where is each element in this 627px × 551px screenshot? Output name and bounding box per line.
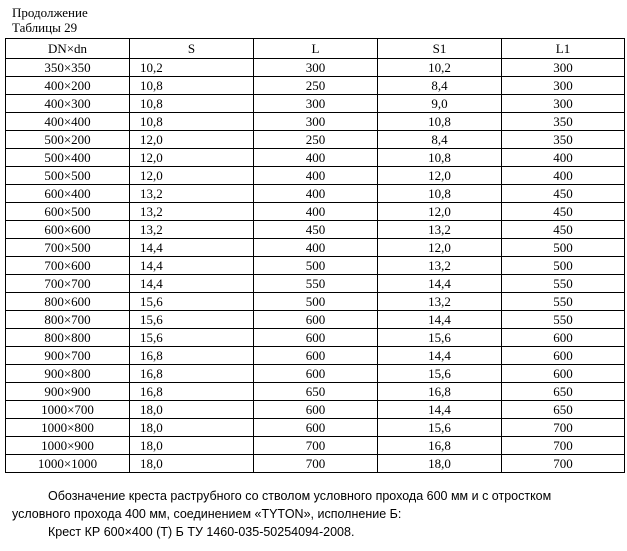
cell-dn-dn: 600×500: [6, 203, 130, 221]
cell-s: 15,6: [130, 293, 254, 311]
table-header-row: [6, 39, 625, 59]
cell-l: 300: [254, 59, 378, 77]
cell-dn-dn: 500×400: [6, 149, 130, 167]
header-l: L: [254, 39, 378, 59]
table-row: [6, 221, 625, 239]
cell-l1: 500: [502, 257, 625, 275]
cell-s: 18,0: [130, 437, 254, 455]
cell-s: 14,4: [130, 239, 254, 257]
cell-s: 13,2: [130, 203, 254, 221]
cell-dn-dn: 350×350: [6, 59, 130, 77]
cell-s1: 9,0: [378, 95, 502, 113]
cell-dn-dn: 1000×800: [6, 419, 130, 437]
table-row: [6, 149, 625, 167]
cell-l: 650: [254, 383, 378, 401]
cell-l1: 700: [502, 437, 625, 455]
cell-l: 600: [254, 419, 378, 437]
cell-s: 12,0: [130, 131, 254, 149]
cell-s: 12,0: [130, 167, 254, 185]
cell-dn-dn: 800×700: [6, 311, 130, 329]
cell-l: 700: [254, 437, 378, 455]
cell-s1: 10,2: [378, 59, 502, 77]
cell-l: 600: [254, 347, 378, 365]
cell-l1: 300: [502, 59, 625, 77]
cell-l1: 350: [502, 113, 625, 131]
cell-l1: 550: [502, 293, 625, 311]
cell-s1: 16,8: [378, 383, 502, 401]
cell-l: 250: [254, 131, 378, 149]
table-row: [6, 455, 625, 473]
cell-s1: 18,0: [378, 455, 502, 473]
cell-dn-dn: 900×900: [6, 383, 130, 401]
cell-dn-dn: 800×600: [6, 293, 130, 311]
cell-s: 10,8: [130, 77, 254, 95]
cell-s: 18,0: [130, 419, 254, 437]
table-row: [6, 437, 625, 455]
cell-l: 400: [254, 239, 378, 257]
table-row: [6, 113, 625, 131]
header-s: S: [130, 39, 254, 59]
table-row: [6, 401, 625, 419]
table-row: [6, 239, 625, 257]
cell-l: 600: [254, 401, 378, 419]
cell-s1: 13,2: [378, 293, 502, 311]
table-row: [6, 203, 625, 221]
cell-s1: 13,2: [378, 221, 502, 239]
cell-s1: 15,6: [378, 329, 502, 347]
cell-l1: 450: [502, 203, 625, 221]
cell-s1: 12,0: [378, 167, 502, 185]
cell-l: 700: [254, 455, 378, 473]
cell-dn-dn: 400×300: [6, 95, 130, 113]
table-row: [6, 419, 625, 437]
cell-s1: 16,8: [378, 437, 502, 455]
cell-s: 16,8: [130, 383, 254, 401]
cell-l1: 700: [502, 455, 625, 473]
cell-l: 600: [254, 329, 378, 347]
cell-dn-dn: 700×700: [6, 275, 130, 293]
table-row: [6, 131, 625, 149]
cell-l: 300: [254, 95, 378, 113]
cell-dn-dn: 900×800: [6, 365, 130, 383]
cell-l: 550: [254, 275, 378, 293]
cell-l1: 350: [502, 131, 625, 149]
cell-l1: 300: [502, 77, 625, 95]
continuation-label: Продолжение: [12, 5, 88, 20]
table-row: [6, 311, 625, 329]
cell-l: 450: [254, 221, 378, 239]
cell-dn-dn: 800×800: [6, 329, 130, 347]
table-row: [6, 95, 625, 113]
table-row: [6, 347, 625, 365]
cell-l1: 400: [502, 149, 625, 167]
cell-l1: 450: [502, 185, 625, 203]
cell-s: 16,8: [130, 365, 254, 383]
cell-dn-dn: 600×600: [6, 221, 130, 239]
dimensions-table: [5, 38, 625, 473]
cell-dn-dn: 700×500: [6, 239, 130, 257]
table-row: [6, 257, 625, 275]
cell-s1: 12,0: [378, 239, 502, 257]
table-number-label: Таблицы 29: [12, 20, 78, 35]
cell-l1: 600: [502, 347, 625, 365]
table-row: [6, 329, 625, 347]
table-body: [6, 59, 625, 473]
cell-s: 14,4: [130, 257, 254, 275]
cell-s1: 14,4: [378, 347, 502, 365]
cell-l1: 400: [502, 167, 625, 185]
table-row: [6, 77, 625, 95]
cell-s1: 14,4: [378, 311, 502, 329]
cell-dn-dn: 700×600: [6, 257, 130, 275]
cell-l1: 600: [502, 365, 625, 383]
note-line-2: условного прохода 400 мм, соединением «TYTON», исполнение Б:: [12, 507, 402, 521]
cell-l: 500: [254, 257, 378, 275]
cell-l: 400: [254, 167, 378, 185]
cell-dn-dn: 500×200: [6, 131, 130, 149]
cell-s1: 10,8: [378, 113, 502, 131]
cell-l1: 300: [502, 95, 625, 113]
table-caption: [12, 5, 88, 35]
cell-s1: 8,4: [378, 77, 502, 95]
cell-dn-dn: 900×700: [6, 347, 130, 365]
note-line-1: Обозначение креста раструбного со стволом условного прохода 600 мм и с отростком: [48, 489, 552, 503]
cell-s: 12,0: [130, 149, 254, 167]
designation-note: [12, 487, 612, 541]
cell-l: 500: [254, 293, 378, 311]
header-s1: S1: [378, 39, 502, 59]
cell-s1: 14,4: [378, 275, 502, 293]
cell-dn-dn: 600×400: [6, 185, 130, 203]
cell-s: 10,2: [130, 59, 254, 77]
cell-l: 400: [254, 149, 378, 167]
cell-s: 16,8: [130, 347, 254, 365]
cell-l: 300: [254, 113, 378, 131]
cell-l1: 650: [502, 383, 625, 401]
cell-s1: 15,6: [378, 365, 502, 383]
cell-s: 10,8: [130, 95, 254, 113]
cell-s1: 8,4: [378, 131, 502, 149]
cell-l: 250: [254, 77, 378, 95]
header-dn-dn: DN×dn: [6, 39, 130, 59]
cell-s1: 14,4: [378, 401, 502, 419]
cell-dn-dn: 500×500: [6, 167, 130, 185]
cell-dn-dn: 1000×700: [6, 401, 130, 419]
cell-s: 13,2: [130, 185, 254, 203]
cell-s: 18,0: [130, 455, 254, 473]
table-row: [6, 293, 625, 311]
cell-l1: 650: [502, 401, 625, 419]
cell-dn-dn: 400×400: [6, 113, 130, 131]
cell-dn-dn: 1000×1000: [6, 455, 130, 473]
cell-s: 15,6: [130, 311, 254, 329]
cell-s: 15,6: [130, 329, 254, 347]
table-row: [6, 185, 625, 203]
note-line-3: Крест КР 600×400 (Т) Б ТУ 1460-035-50254094-2008.: [48, 525, 355, 539]
cell-l1: 450: [502, 221, 625, 239]
table-row: [6, 383, 625, 401]
cell-s1: 15,6: [378, 419, 502, 437]
table-row: [6, 167, 625, 185]
cell-dn-dn: 1000×900: [6, 437, 130, 455]
table-row: [6, 365, 625, 383]
cell-l: 600: [254, 311, 378, 329]
cell-l: 400: [254, 203, 378, 221]
cell-s: 13,2: [130, 221, 254, 239]
cell-s: 18,0: [130, 401, 254, 419]
cell-s1: 10,8: [378, 185, 502, 203]
cell-l: 600: [254, 365, 378, 383]
cell-s: 14,4: [130, 275, 254, 293]
table-row: [6, 275, 625, 293]
header-l1: L1: [502, 39, 625, 59]
table-row: [6, 59, 625, 77]
cell-s: 10,8: [130, 113, 254, 131]
cell-s1: 13,2: [378, 257, 502, 275]
cell-s1: 12,0: [378, 203, 502, 221]
cell-l: 400: [254, 185, 378, 203]
cell-l1: 600: [502, 329, 625, 347]
cell-l1: 700: [502, 419, 625, 437]
cell-l1: 550: [502, 311, 625, 329]
cell-dn-dn: 400×200: [6, 77, 130, 95]
cell-l1: 500: [502, 239, 625, 257]
cell-l1: 550: [502, 275, 625, 293]
cell-s1: 10,8: [378, 149, 502, 167]
